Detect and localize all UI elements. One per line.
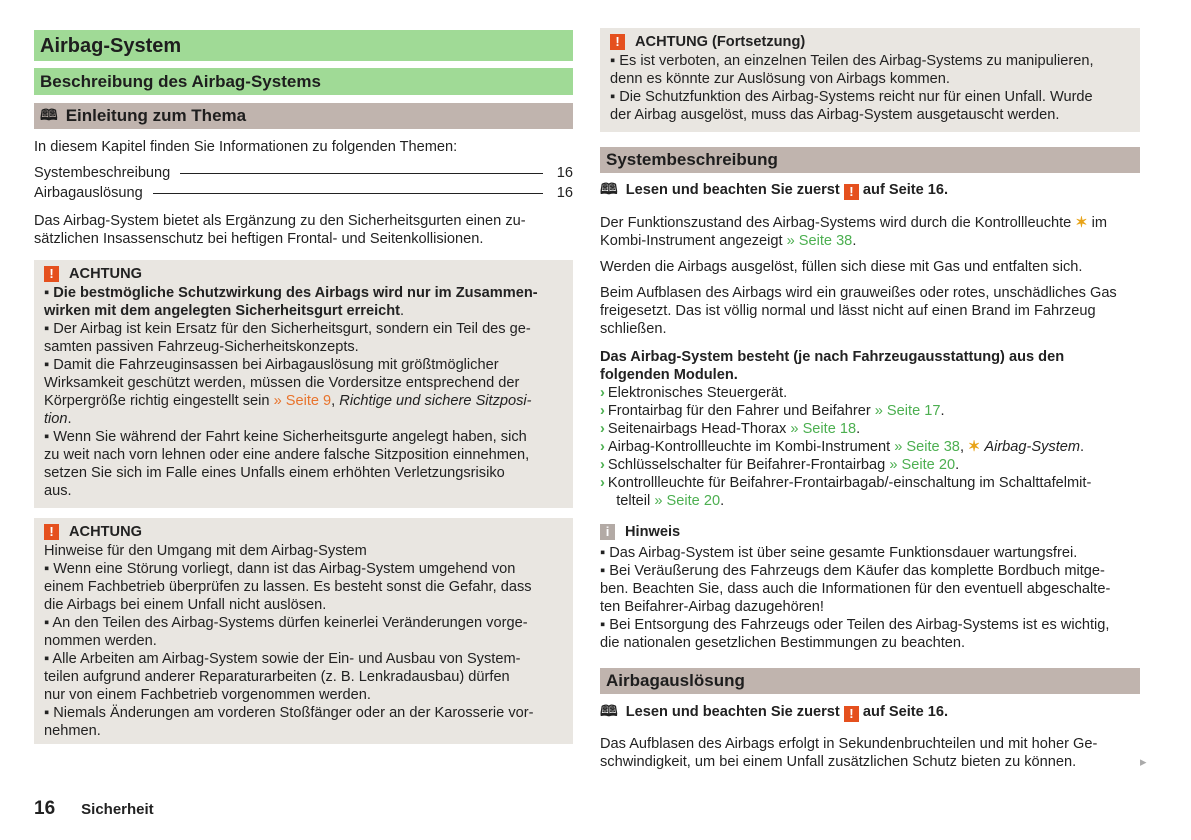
text-segment: nur von einem Fachbetrieb vorgenommen werden. [44, 687, 371, 703]
text-line [44, 578, 563, 596]
page-reference-link[interactable]: » Seite 20 [889, 457, 956, 473]
text-segment: ▪ Die Schutzfunktion des Airbag-Systems reicht nur für einen Unfall. Wurde [610, 89, 1093, 105]
text-line [600, 562, 1140, 580]
text-line [600, 284, 1140, 302]
text-line [600, 302, 1140, 320]
text-segment: ▪ Der Airbag ist kein Ersatz für den Sicherheitsgurt, sondern ein Teil des ge- [44, 321, 531, 337]
text-segment: ▪ Es ist verboten, an einzelnen Teilen des Airbag-Systems zu manipulieren, [610, 53, 1094, 69]
book-icon: 🕮 [40, 107, 58, 124]
warning-title [610, 32, 1130, 52]
airbag-warning-light-icon: ✶ [1075, 215, 1088, 231]
text-line [600, 384, 1140, 402]
toc-leader [180, 173, 542, 174]
text-segment: Beim Aufblasen des Airbags wird ein grauweißes oder rotes, unschädliches Gas [600, 285, 1117, 301]
warning-box-1 [34, 260, 573, 508]
text-line [44, 632, 563, 650]
text-segment: denn es könnte zur Auslösung von Airbags kommen. [610, 71, 950, 87]
read-first-note [600, 703, 1140, 722]
text-line [44, 686, 563, 704]
list-bullet-icon: › [600, 403, 605, 419]
text-segment: setzen Sie sich im Falle eines Unfalls einem erhöhten Verletzungsrisiko [44, 465, 505, 481]
text-line [44, 722, 563, 740]
text-line [600, 366, 1140, 384]
page-reference-link[interactable]: » Seite 9 [273, 393, 332, 409]
text-segment: ▪ Wenn Sie während der Fahrt keine Sicherheitsgurte angelegt haben, sich [44, 429, 527, 445]
text-segment: tion [44, 411, 68, 427]
text-line [600, 232, 1140, 250]
text-segment: ▪ Das Airbag-System ist über seine gesamte Funktionsdauer wartungsfrei. [600, 545, 1078, 561]
text-segment: Wirksamkeit geschützt werden, müssen die Vordersitze entsprechend der [44, 375, 520, 391]
list-bullet-icon: › [600, 421, 605, 437]
text-segment: sätzlichen Insassenschutz bei heftigen Frontal- und Seitenkollisionen. [34, 231, 484, 247]
text-segment: die nationalen gesetzlichen Bestimmungen zu beachten. [600, 635, 966, 651]
text-line [600, 320, 1140, 338]
text-line [600, 598, 1140, 616]
text-line [610, 52, 1130, 70]
text-segment: freigesetzt. Das ist völlig normal und lässt nicht auf einen Brand im Fahrzeug [600, 303, 1096, 319]
list-bullet-icon: › [600, 475, 605, 491]
text-line [600, 616, 1140, 634]
warning-title-label: ACHTUNG [69, 524, 142, 540]
text-line [34, 212, 573, 230]
text-segment: der Airbag ausgelöst, muss das Airbag-System ausgetauscht werden. [610, 107, 1060, 123]
warning-text [44, 284, 563, 500]
continue-arrow-icon: ▸ [1140, 754, 1147, 769]
text-segment: Das Aufblasen des Airbags erfolgt in Sekundenbruchteilen und mit hoher Ge- [600, 736, 1098, 752]
toc-label: Systembeschreibung [34, 165, 171, 181]
text-line [600, 348, 1140, 366]
read-first-note [600, 181, 1140, 200]
text-line [600, 735, 1140, 753]
text-segment: . [856, 421, 861, 437]
text-line [600, 258, 1140, 276]
warning-icon: ! [844, 184, 859, 200]
book-icon: 🕮 [600, 181, 618, 198]
sys-paragraph-2 [600, 258, 1140, 276]
toc-page: 16 [556, 185, 573, 201]
text-segment: telteil [600, 493, 655, 509]
read-first-text: Lesen und beachten Sie zuerst [625, 704, 840, 720]
text-line [44, 338, 563, 356]
text-line [600, 544, 1140, 562]
text-segment: im [1087, 215, 1108, 231]
toc [34, 164, 573, 204]
text-segment: ben. Beachten Sie, dass auch die Informationen für den eventuell abgeschalte- [600, 581, 1111, 597]
read-first-link[interactable]: auf Seite 16. [862, 704, 949, 720]
text-segment: Kontrollleuchte für Beifahrer-Frontairbagab/-einschaltung im Schalttafelmit- [607, 475, 1092, 491]
text-segment: . [940, 403, 945, 419]
note-box [600, 522, 1140, 652]
intro-text: In diesem Kapitel finden Sie Informationen zu folgenden Themen: [34, 139, 458, 155]
section-title: Beschreibung des Airbag-Systems [34, 68, 573, 95]
intro-heading [34, 103, 573, 129]
text-line [610, 70, 1130, 88]
text-line [600, 402, 1140, 420]
toc-item-systembeschreibung[interactable] [34, 164, 573, 184]
text-segment: ten Beifahrer-Airbag dazugehören! [600, 599, 824, 615]
text-line [44, 284, 563, 302]
text-line [34, 230, 573, 248]
text-segment: die Airbags bei einem Unfall nicht auslösen. [44, 597, 327, 613]
info-icon: i [600, 524, 615, 540]
warning-icon: ! [44, 266, 59, 282]
page-reference-link[interactable]: » Seite 20 [654, 493, 721, 509]
text-segment: samten passiven Fahrzeug-Sicherheitskonzepts. [44, 339, 359, 355]
footer-section: Sicherheit [81, 801, 154, 818]
text-segment: Kombi-Instrument angezeigt [600, 233, 787, 249]
systembeschreibung-heading: Systembeschreibung [600, 147, 1140, 173]
text-segment: Airbag-Kontrollleuchte im Kombi-Instrument [607, 439, 895, 455]
chapter-title: Airbag-System [34, 30, 573, 61]
text-segment: , [959, 439, 969, 455]
text-line [600, 580, 1140, 598]
text-line [44, 596, 563, 614]
text-line [44, 614, 563, 632]
toc-leader [153, 193, 543, 194]
text-segment: Schlüsselschalter für Beifahrer-Frontairbag [607, 457, 890, 473]
text-segment: teilen aufgrund anderer Reparaturarbeiten (z. B. Lenkradausbau) dürfen [44, 669, 510, 685]
warning-title-label: ACHTUNG (Fortsetzung) [635, 34, 806, 50]
text-segment: nommen werden. [44, 633, 157, 649]
warning-text [610, 52, 1130, 124]
text-segment: aus. [44, 483, 72, 499]
text-segment: . [720, 493, 725, 509]
text-segment: folgenden Modulen. [600, 367, 738, 383]
page-number: 16 [34, 798, 56, 819]
page-reference-link[interactable]: » Seite 17 [874, 403, 941, 419]
intro-heading-label: Einleitung zum Thema [65, 106, 247, 125]
warning-box-2 [34, 518, 573, 744]
text-line [44, 464, 563, 482]
text-segment: ▪ Bei Veräußerung des Fahrzeugs dem Käufer das komplette Bordbuch mitge- [600, 563, 1105, 579]
text-line [600, 214, 1140, 232]
text-line [44, 482, 563, 500]
text-line [600, 438, 1140, 456]
warning-title [44, 264, 563, 284]
text-segment: . [1080, 439, 1085, 455]
text-segment: ▪ Bei Entsorgung des Fahrzeugs oder Teilen des Airbag-Systems ist es wichtig, [600, 617, 1110, 633]
text-line [610, 88, 1130, 106]
text-line [44, 428, 563, 446]
text-segment: . [400, 303, 405, 319]
text-segment: ▪ An den Teilen des Airbag-Systems dürfen keinerlei Veränderungen vorge- [44, 615, 528, 631]
text-segment: Frontairbag für den Fahrer und Beifahrer [607, 403, 875, 419]
text-line [600, 492, 1140, 510]
text-segment: ▪ Die bestmögliche Schutzwirkung des Airbags wird nur im Zusammen- [44, 285, 538, 301]
airbagausloesung-heading: Airbagauslösung [600, 668, 1140, 694]
modules-heading [600, 348, 1140, 384]
text-line [44, 356, 563, 374]
text-line [600, 420, 1140, 438]
read-first-text: Lesen und beachten Sie zuerst [625, 182, 840, 198]
text-segment: Airbag-System [984, 439, 1081, 455]
text-line [44, 650, 563, 668]
text-segment: einem Fachbetrieb überprüfen zu lassen. Es besteht sonst die Gefahr, dass [44, 579, 532, 595]
text-line [44, 320, 563, 338]
text-segment: ▪ Wenn eine Störung vorliegt, dann ist das Airbag-System umgehend von [44, 561, 516, 577]
list-bullet-icon: › [600, 385, 605, 401]
text-line [44, 446, 563, 464]
text-segment: Seitenairbags Head-Thorax [607, 421, 791, 437]
read-first-link[interactable]: auf Seite 16. [862, 182, 949, 198]
note-title-label: Hinweis [625, 524, 681, 540]
text-segment: ▪ Alle Arbeiten am Airbag-System sowie der Ein- und Ausbau von System- [44, 651, 521, 667]
text-segment: zu weit nach vorn lehnen oder eine andere falsche Sitzposition einnehmen, [44, 447, 530, 463]
warning-title-label: ACHTUNG [69, 266, 142, 282]
text-segment: ▪ Niemals Änderungen am vorderen Stoßfänger oder an der Karosserie vor- [44, 705, 534, 721]
page-reference-link[interactable]: » Seite 18 [790, 421, 857, 437]
text-line [44, 542, 563, 560]
text-segment: schließen. [600, 321, 667, 337]
text-segment: Werden die Airbags ausgelöst, füllen sich diese mit Gas und entfalten sich. [600, 259, 1083, 275]
text-line [610, 106, 1130, 124]
text-segment: nehmen. [44, 723, 101, 739]
text-segment: , [331, 393, 340, 409]
page-footer [34, 800, 154, 819]
text-line [600, 474, 1140, 492]
warning-icon: ! [44, 524, 59, 540]
text-line [44, 374, 563, 392]
warning-title [44, 522, 563, 542]
text-line [44, 392, 563, 410]
list-bullet-icon: › [600, 439, 605, 455]
warning-text [44, 542, 563, 740]
text-segment: Der Funktionszustand des Airbag-Systems wird durch die Kontrollleuchte [600, 215, 1076, 231]
page-reference-link[interactable]: » Seite 38 [894, 439, 960, 455]
warning-icon: ! [844, 706, 859, 722]
airbag-warning-light-icon: ✶ [968, 439, 981, 455]
text-segment: schwindigkeit, um bei einem Unfall zusätzlichen Schutz bieten zu können. [600, 754, 1077, 770]
text-segment: . [852, 233, 857, 249]
list-bullet-icon: › [600, 457, 605, 473]
text-segment: wirken mit dem angelegten Sicherheitsgurt erreicht [44, 303, 401, 319]
text-segment: . [67, 411, 72, 427]
text-segment: Das Airbag-System besteht (je nach Fahrzeugausstattung) aus den [600, 349, 1065, 365]
text-segment: Hinweise für den Umgang mit dem Airbag-System [44, 543, 367, 559]
sys-paragraph-1 [600, 214, 1140, 250]
text-line [44, 410, 563, 428]
text-segment: Richtige und sichere Sitzposi- [339, 393, 532, 409]
text-line [44, 302, 563, 320]
text-line [600, 456, 1140, 474]
deploy-paragraph [600, 735, 1140, 771]
warning-icon: ! [610, 34, 625, 50]
page-reference-link[interactable]: » Seite 38 [786, 233, 853, 249]
text-segment: Körpergröße richtig eingestellt sein [44, 393, 274, 409]
intro-paragraph [34, 212, 573, 248]
toc-label: Airbagauslösung [34, 185, 143, 201]
text-segment: Das Airbag-System bietet als Ergänzung zu den Sicherheitsgurten einen zu- [34, 213, 526, 229]
sys-paragraph-3 [600, 284, 1140, 338]
warning-box-continued [600, 28, 1140, 132]
text-line [44, 704, 563, 722]
modules-list [600, 384, 1140, 510]
text-segment: Elektronisches Steuergerät. [607, 385, 788, 401]
text-line [600, 634, 1140, 652]
text-segment: . [955, 457, 960, 473]
text-line [44, 668, 563, 686]
text-line [600, 753, 1140, 771]
note-title [600, 522, 1140, 542]
toc-item-airbagausloesung[interactable] [34, 184, 573, 204]
note-text [600, 544, 1140, 652]
book-icon: 🕮 [600, 703, 618, 720]
toc-page: 16 [556, 165, 573, 181]
text-segment: ▪ Damit die Fahrzeuginsassen bei Airbagauslösung mit größtmöglicher [44, 357, 499, 373]
text-line [44, 560, 563, 578]
